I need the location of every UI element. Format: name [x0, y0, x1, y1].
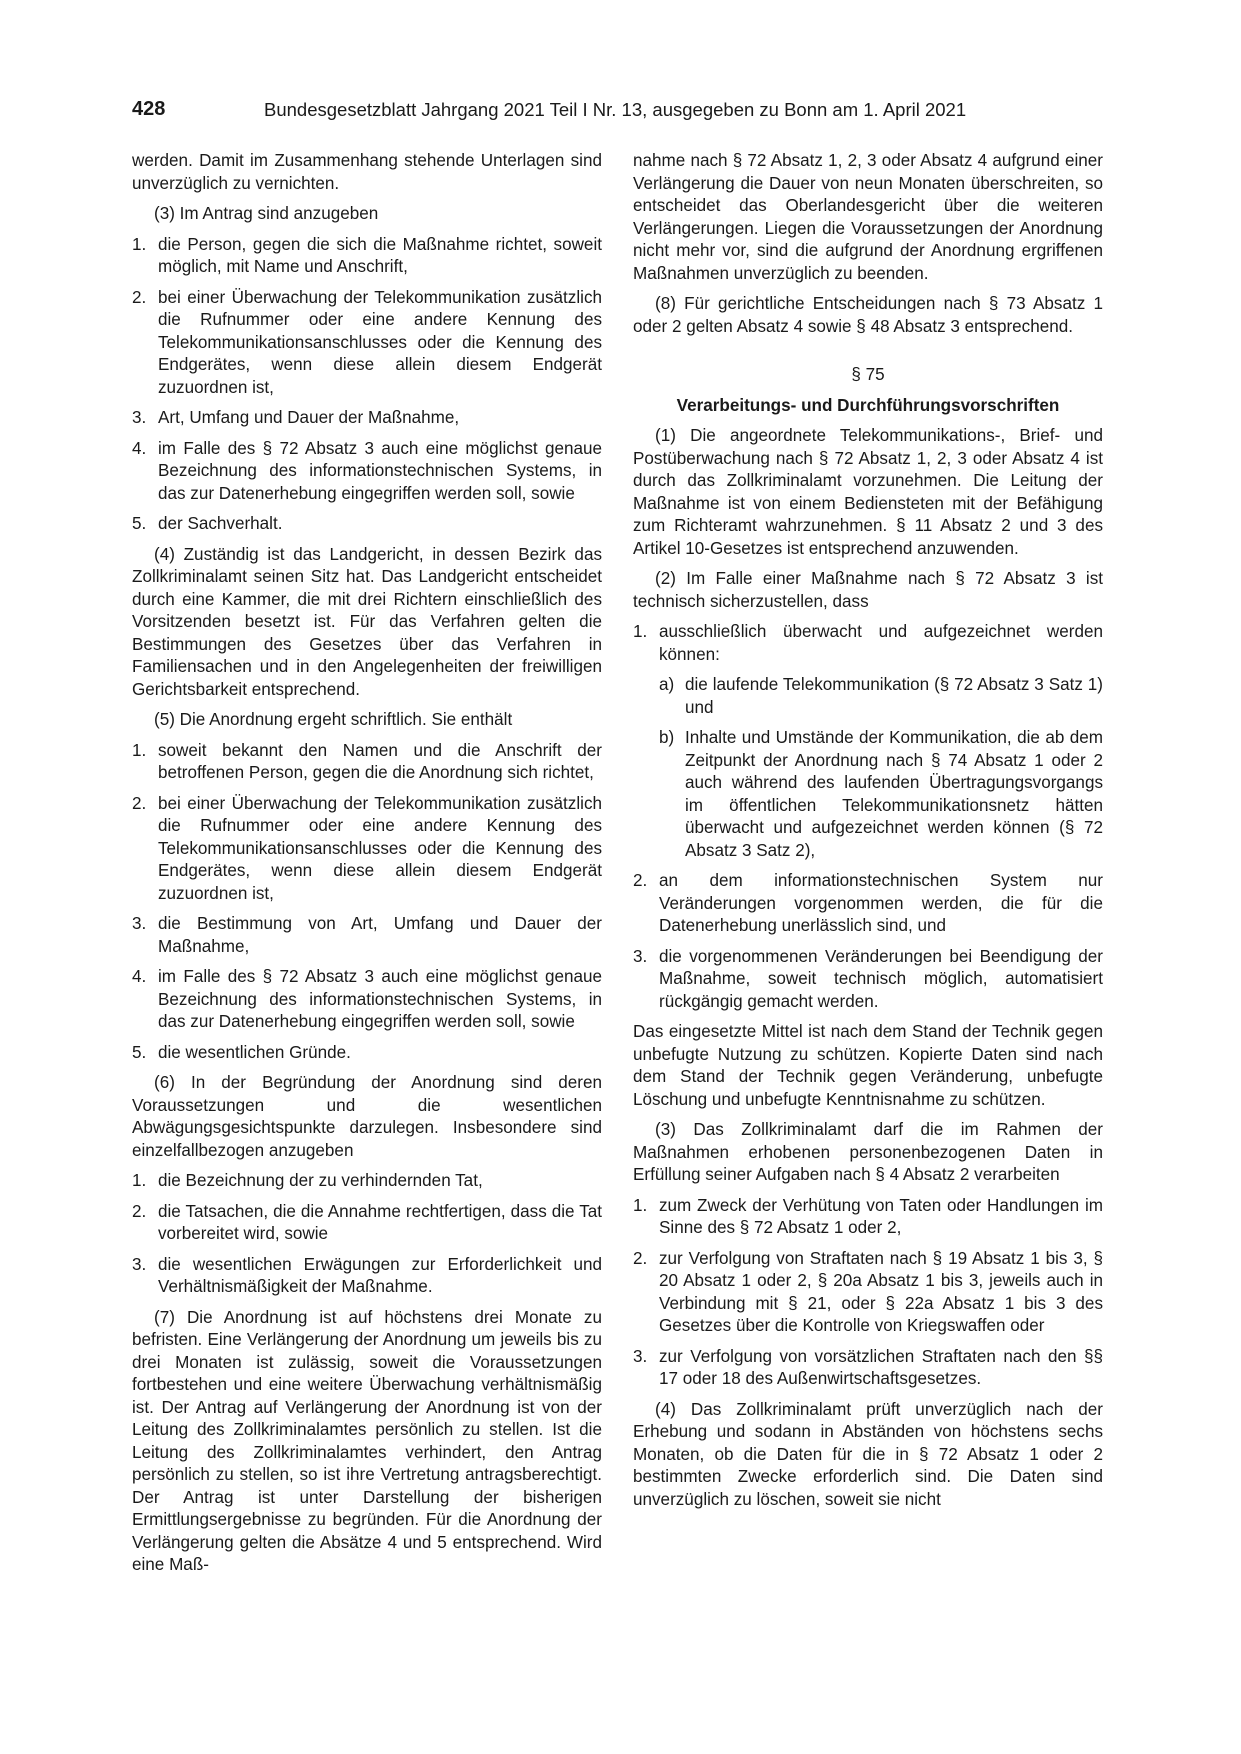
list-number: 3. [132, 914, 147, 933]
list-number: 1. [132, 234, 147, 254]
list-text: die Person, gegen die sich die Maßnahme richtet, soweit möglich, mit Name und Anschrift, [158, 234, 602, 276]
section-paragraph-4: (4) Das Zollkriminalamt prüft unverzüglich nach der Erhebung und sodann in Abständen von höchstens sechs Monaten, ob die Daten für die in § 72 Absatz 1 oder 2 bestimmten Zwecke erforderlich sind. Die Daten sind unverzüglich zu löschen, soweit sie nicht [633, 1399, 1103, 1509]
list-number: 3. [633, 1346, 648, 1366]
left-column [132, 150, 602, 1585]
list-item [633, 946, 1103, 1014]
section-paragraph-2-after: Das eingesetzte Mittel ist nach dem Stand der Technik gegen unbefugte Nutzung zu schützen. Kopierte Daten sind nach dem Stand der Technik gegen Veränderung, unbefugte Löschung und unbefugte Kenntnisnahme zu schützen. [633, 1022, 1103, 1109]
list-number: 5. [132, 1042, 147, 1062]
paragraph-8: (8) Für gerichtliche Entscheidungen nach § 73 Absatz 1 oder 2 gelten Absatz 4 sowie § 48 Absatz 3 entsprechend. [633, 294, 1103, 336]
section-number: § 75 [851, 365, 885, 384]
list-text: der Sachverhalt. [158, 514, 283, 533]
list-text: die wesentlichen Erwägungen zur Erforderlichkeit und Verhältnismäßigkeit der Maßnahme. [158, 1254, 602, 1296]
list-text: zur Verfolgung von vorsätzlichen Straftaten nach den §§ 17 oder 18 des Außenwirtschaftsgesetzes. [659, 1346, 1103, 1388]
list-item [132, 513, 602, 536]
sub-list-text: die laufende Telekommunikation (§ 72 Absatz 3 Satz 1) und [685, 675, 1103, 717]
list-number: 2. [132, 793, 147, 813]
paragraph-7-continued: nahme nach § 72 Absatz 1, 2, 3 oder Absatz 4 aufgrund einer Verlängerung die Dauer von neun Monaten überschreiten, so entscheidet das Oberlandesgericht über die weiteren Verlängerungen. Liegen die Voraussetzungen der Anordnung nicht mehr vor, sind die aufgrund der Anordnung ergriffenen Maßnahmen unverzüglich zu beenden. [633, 151, 1103, 283]
list-number: 1. [132, 740, 147, 760]
list-item [132, 438, 602, 506]
sub-list-text: Inhalte und Umstände der Kommunikation, die ab dem Zeitpunkt der Anordnung nach § 74 Absatz 1 oder 2 auch während des laufenden Übertragungsvorgangs im öffentlichen Telekommunikationsnetz hätten überwacht und aufgezeichnet werden können (§ 72 Absatz 3 Satz 2), [685, 728, 1103, 860]
list-item [633, 1248, 1103, 1338]
list-number: 4. [132, 438, 147, 458]
paragraph-6: (6) In der Begründung der Anordnung sind deren Voraussetzungen und die wesentlichen Abwägungsgesichtspunkte darzulegen. Insbesondere sind einzelfallbezogen anzugeben [132, 1073, 602, 1160]
list-item [633, 870, 1103, 938]
sub-list-item [633, 674, 1103, 719]
list-text: ausschließlich überwacht und aufgezeichnet werden können: [659, 622, 1103, 664]
list-text: zur Verfolgung von Straftaten nach § 19 Absatz 1 bis 3, § 20 Absatz 1 oder 2, § 20a Absatz 1 bis 3, jeweils auch in Verbindung mit § 21, oder § 22a Absatz 1 bis 3 des Gesetzes über die Kontrolle von Kriegswaffen oder [659, 1248, 1103, 1335]
list-text: bei einer Überwachung der Telekommunikation zusätzlich die Rufnummer oder eine andere Kennung des Telekommunikationsanschlusses oder die Kennung des Endgerätes, wenn diese allein diesem Endgerät zuzuordnen ist, [158, 287, 602, 397]
list-item [132, 234, 602, 279]
list-text: bei einer Überwachung der Telekommunikation zusätzlich die Rufnummer oder eine andere Kennung des Telekommunikationsanschlusses oder die Kennung des Endgerätes, wenn diese allein diesem Endgerät zuzuordnen ist, [158, 793, 602, 903]
paragraph-7: (7) Die Anordnung ist auf höchstens drei Monate zu befristen. Eine Verlängerung der Anordnung um jeweils bis zu drei Monaten ist zulässig, soweit die Voraussetzungen fortbestehen und eine weitere Überwachung verhältnismäßig ist. Der Antrag auf Verlängerung der Anordnung ist von der Leitung des Zollkriminalamtes persönlich zu stellen. Ist die Leitung des Zollkriminalamtes verhindert, den Antrag persönlich zu stellen, so ist ihre Vertretung antragsberechtigt. Der Antrag ist unter Darstellung der bisherigen Ermittlungsergebnisse zu begründen. Für die Anordnung der Verlängerung gelten die Absätze 4 und 5 entsprechend. Wird eine Maß- [132, 1307, 602, 1574]
list-text: die vorgenommenen Veränderungen bei Beendigung der Maßnahme, soweit technisch möglich, automatisiert rückgängig gemacht werden. [659, 946, 1103, 1011]
list-item [633, 1346, 1103, 1391]
list-text: im Falle des § 72 Absatz 3 auch eine möglichst genaue Bezeichnung des informationstechnischen Systems, in das zur Datenerhebung eingegriffen werden soll, sowie [158, 438, 602, 503]
list-item [132, 1201, 602, 1246]
list-text: die wesentlichen Gründe. [158, 1042, 351, 1062]
running-title: Bundesgesetzblatt Jahrgang 2021 Teil I Nr. 13, ausgegeben zu Bonn am 1. April 2021 [264, 99, 967, 120]
list-text: die Bezeichnung der zu verhindernden Tat, [158, 1171, 483, 1190]
list-item [132, 966, 602, 1034]
list-item [132, 1170, 602, 1193]
list-number: 3. [132, 1254, 147, 1274]
list-number: 3. [132, 408, 147, 427]
sub-list-item [633, 727, 1103, 862]
list-number: 5. [132, 514, 147, 533]
list-text: im Falle des § 72 Absatz 3 auch eine möglichst genaue Bezeichnung des informationstechnischen Systems, in das zur Datenerhebung eingegriffen werden soll, sowie [158, 967, 602, 1031]
list-number: 2. [633, 871, 648, 890]
paragraph-5: (5) Die Anordnung ergeht schriftlich. Sie enthält [154, 710, 513, 729]
paragraph-3: (3) Im Antrag sind anzugeben [154, 204, 379, 223]
sub-list-letter: b) [659, 728, 675, 747]
list-item [633, 621, 1103, 666]
right-column [633, 150, 1103, 1519]
list-number: 2. [633, 1248, 648, 1268]
list-item [132, 407, 602, 430]
list-number: 2. [132, 287, 147, 307]
list-number: 1. [132, 1171, 147, 1190]
list-number: 1. [633, 1195, 648, 1215]
section-spacer [633, 346, 1103, 364]
list-text: die Tatsachen, die die Annahme rechtfertigen, dass die Tat vorbereitet wird, sowie [158, 1201, 602, 1243]
list-item [132, 740, 602, 785]
list-text: zum Zweck der Verhütung von Taten oder Handlungen im Sinne des § 72 Absatz 1 oder 2, [659, 1195, 1103, 1237]
section-paragraph-2: (2) Im Falle einer Maßnahme nach § 72 Absatz 3 ist technisch sicherzustellen, dass [633, 569, 1103, 611]
list-item [132, 287, 602, 400]
list-text: soweit bekannt den Namen und die Anschrift der betroffenen Person, gegen die die Anordnung sich richtet, [158, 740, 602, 782]
list-text: an dem informationstechnischen System nur Veränderungen vorgenommen werden, die für die Datenerhebung unerlässlich sind, und [659, 871, 1103, 935]
list-item [132, 793, 602, 906]
sub-list-letter: a) [659, 675, 675, 694]
section-paragraph-1: (1) Die angeordnete Telekommunikations-, Brief- und Postüberwachung nach § 72 Absatz 1, 2, 3 oder Absatz 4 ist durch das Zollkriminalamt vorzunehmen. Die Leitung der Maßnahme ist von einem Bediensteten mit der Befähigung zum Richteramt wahrzunehmen. § 11 Absatz 2 und 3 des Artikel 10-Gesetzes ist entsprechend anzuwenden. [633, 426, 1103, 558]
list-item [132, 913, 602, 958]
list-number: 4. [132, 967, 147, 986]
list-number: 3. [633, 946, 648, 966]
list-item [132, 1042, 602, 1065]
list-text: die Bestimmung von Art, Umfang und Dauer der Maßnahme, [158, 914, 602, 956]
list-text: Art, Umfang und Dauer der Maßnahme, [158, 408, 460, 427]
list-item [132, 1254, 602, 1299]
list-item [633, 1195, 1103, 1240]
list-number: 2. [132, 1201, 147, 1221]
list-number: 1. [633, 622, 648, 641]
section-paragraph-3: (3) Das Zollkriminalamt darf die im Rahmen der Maßnahmen erhobenen personenbezogenen Daten in Erfüllung seiner Aufgaben nach § 4 Absatz 2 verarbeiten [633, 1120, 1103, 1184]
page-number: 428 [132, 98, 166, 120]
paragraph-4: (4) Zuständig ist das Landgericht, in dessen Bezirk das Zollkriminalamt seinen Sitz hat. Das Landgericht entscheidet durch eine Kammer, die mit drei Richtern einschließlich des Vorsitzenden besetzt ist. Für das Verfahren gelten die Bestimmungen des Gesetzes über das Verfahren in Familiensachen und in den Angelegenheiten der freiwilligen Gerichtsbarkeit entsprechend. [132, 544, 602, 699]
page-header [132, 98, 1112, 128]
paragraph-intro: werden. Damit im Zusammenhang stehende Unterlagen sind unverzüglich zu vernichten. [132, 151, 602, 193]
section-title: Verarbeitungs- und Durchführungsvorschriften [676, 395, 1060, 415]
